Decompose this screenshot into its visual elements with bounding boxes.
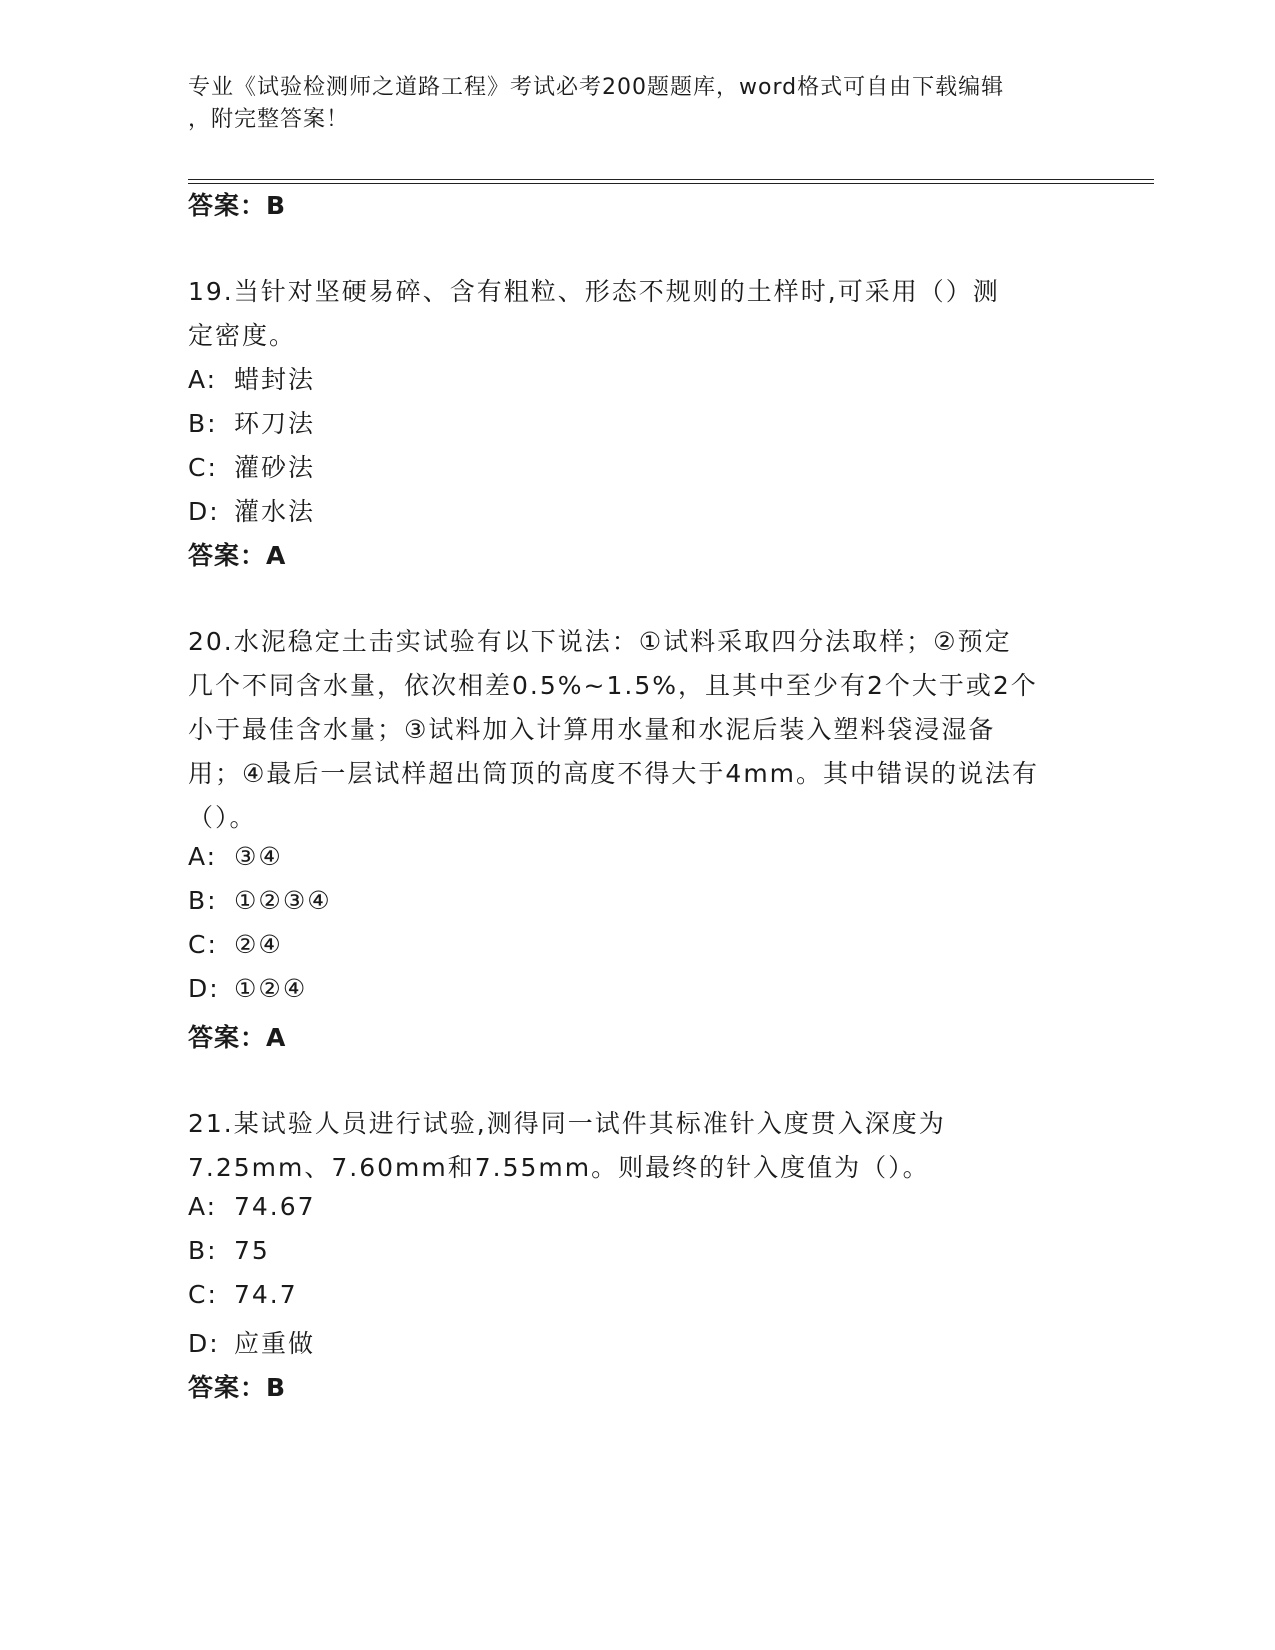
question-text-line: 定密度。 (188, 321, 297, 350)
answer: 答案：A (188, 541, 287, 570)
question-text-line: 20.水泥稳定土击实试验有以下说法：①试料采取四分法取样；②预定 (188, 627, 1012, 656)
option-text: 应重做 (234, 1329, 316, 1358)
option-letter: D: (188, 1329, 220, 1358)
question-text-line: 几个不同含水量，依次相差0.5%~1.5%，且其中至少有2个大于或2个 (188, 671, 1038, 700)
question-text-line: 小于最佳含水量；③试料加入计算用水量和水泥后装入塑料袋浸湿备 (188, 715, 996, 744)
option-letter: B: (188, 1236, 218, 1265)
option-text: 74.7 (234, 1280, 298, 1309)
option-c (188, 930, 283, 959)
header-title-line2: ，附完整答案！ (188, 107, 350, 132)
option-letter: A: (188, 842, 218, 871)
option-b (188, 1236, 270, 1265)
question-text-line: 7.25mm、7.60mm和7.55mm。则最终的针入度值为（）。 (188, 1153, 930, 1182)
question-text-line: （）。 (188, 803, 257, 832)
question-text-line: 用；④最后一层试样超出筒顶的高度不得大于4mm。其中错误的说法有 (188, 759, 1040, 788)
header-title-line1: 专业《试验检测师之道路工程》考试必考200题题库，word格式可自由下载编辑 (188, 75, 1005, 100)
option-text: 蜡封法 (234, 365, 316, 394)
option-text: 灌水法 (234, 497, 316, 526)
question-text-line: 19.当针对坚硬易碎、含有粗粒、形态不规则的土样时,可采用（）测 (188, 277, 1000, 306)
option-letter: C: (188, 930, 218, 959)
option-text: 74.67 (234, 1192, 316, 1221)
option-d (188, 1324, 315, 1360)
option-letter: A: (188, 365, 218, 394)
option-text: 环刀法 (234, 409, 316, 438)
option-a (188, 360, 315, 396)
header-divider-top (188, 179, 1154, 180)
option-b (188, 404, 315, 440)
answer: 答案：A (188, 1023, 287, 1052)
option-text: ①②③④ (234, 886, 332, 915)
option-c (188, 448, 315, 484)
option-text: ②④ (234, 930, 283, 959)
option-d (188, 974, 307, 1003)
option-letter: C: (188, 1280, 218, 1309)
option-letter: B: (188, 886, 218, 915)
option-b (188, 886, 332, 915)
page-header (188, 72, 1088, 136)
option-text: ①②④ (234, 974, 308, 1003)
previous-answer: 答案：B (188, 191, 287, 220)
header-divider-bottom (188, 183, 1154, 184)
option-letter: D: (188, 497, 220, 526)
option-a (188, 1192, 316, 1221)
option-text: 75 (234, 1236, 270, 1265)
option-a (188, 842, 283, 871)
option-d (188, 492, 315, 528)
option-text: ③④ (234, 842, 283, 871)
option-letter: B: (188, 409, 218, 438)
option-c (188, 1280, 298, 1309)
option-letter: A: (188, 1192, 218, 1221)
answer: 答案：B (188, 1373, 287, 1402)
option-letter: D: (188, 974, 220, 1003)
option-text: 灌砂法 (234, 453, 316, 482)
question-text-line: 21.某试验人员进行试验,测得同一试件其标准针入度贯入深度为 (188, 1109, 946, 1138)
option-letter: C: (188, 453, 218, 482)
